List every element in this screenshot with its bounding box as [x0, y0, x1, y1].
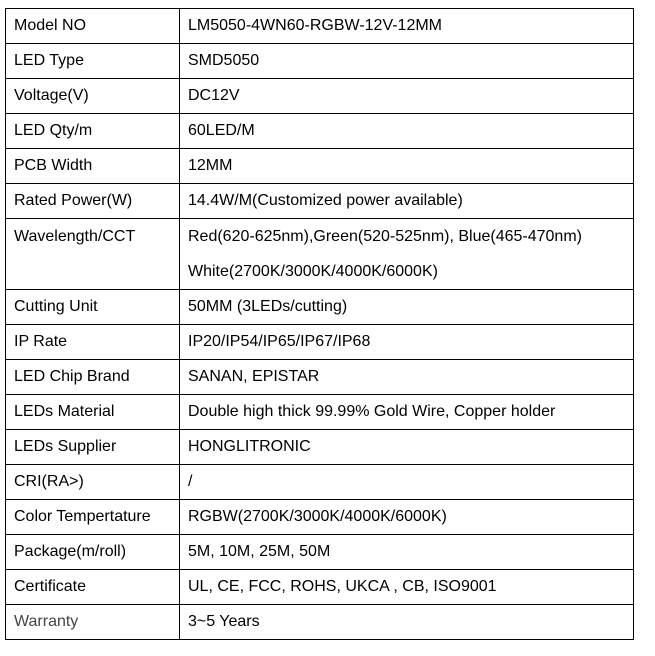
spec-value: 3~5 Years	[180, 605, 634, 640]
table-row	[6, 79, 634, 114]
spec-label: Rated Power(W)	[6, 184, 180, 219]
spec-value	[180, 219, 634, 290]
spec-label: Color Tempertature	[6, 500, 180, 535]
spec-value: 14.4W/M(Customized power available)	[180, 184, 634, 219]
table-row	[6, 570, 634, 605]
table-row	[6, 465, 634, 500]
table-row	[6, 290, 634, 325]
table-row	[6, 605, 634, 640]
table-row	[6, 500, 634, 535]
spec-label: PCB Width	[6, 149, 180, 184]
spec-value-line: White(2700K/3000K/4000K/6000K)	[188, 263, 438, 280]
table-row	[6, 9, 634, 44]
spec-value: UL, CE, FCC, ROHS, UKCA , CB, ISO9001	[180, 570, 634, 605]
spec-label: IP Rate	[6, 325, 180, 360]
table-row	[6, 114, 634, 149]
spec-label: CRI(RA>)	[6, 465, 180, 500]
spec-value: Double high thick 99.99% Gold Wire, Copper holder	[180, 395, 634, 430]
spec-label: Model NO	[6, 9, 180, 44]
spec-label: Voltage(V)	[6, 79, 180, 114]
spec-value: /	[180, 465, 634, 500]
spec-label: Cutting Unit	[6, 290, 180, 325]
table-row	[6, 395, 634, 430]
spec-value: IP20/IP54/IP65/IP67/IP68	[180, 325, 634, 360]
table-row	[6, 430, 634, 465]
spec-label-text: Wavelength/CCT	[14, 228, 136, 245]
spec-value: SMD5050	[180, 44, 634, 79]
table-row	[6, 360, 634, 395]
spec-value: SANAN, EPISTAR	[180, 360, 634, 395]
spec-table	[5, 8, 634, 640]
spec-value: LM5050-4WN60-RGBW-12V-12MM	[180, 9, 634, 44]
table-row	[6, 535, 634, 570]
spec-value: RGBW(2700K/3000K/4000K/6000K)	[180, 500, 634, 535]
spec-value: 12MM	[180, 149, 634, 184]
spec-label: LED Type	[6, 44, 180, 79]
spec-label: LEDs Supplier	[6, 430, 180, 465]
spec-value-line: Red(620-625nm),Green(520-525nm), Blue(465-470nm)	[188, 228, 582, 245]
table-row	[6, 149, 634, 184]
spec-label: Certificate	[6, 570, 180, 605]
spec-value: 60LED/M	[180, 114, 634, 149]
spec-label: Package(m/roll)	[6, 535, 180, 570]
table-row	[6, 219, 634, 290]
spec-label	[6, 219, 180, 290]
spec-label: Warranty	[6, 605, 180, 640]
spec-value: DC12V	[180, 79, 634, 114]
spec-label: LED Qty/m	[6, 114, 180, 149]
table-row	[6, 44, 634, 79]
table-row	[6, 325, 634, 360]
spec-label: LED Chip Brand	[6, 360, 180, 395]
table-row	[6, 184, 634, 219]
spec-value: 5M, 10M, 25M, 50M	[180, 535, 634, 570]
spec-table-body	[6, 9, 634, 640]
spec-value: HONGLITRONIC	[180, 430, 634, 465]
spec-label: LEDs Material	[6, 395, 180, 430]
spec-value: 50MM (3LEDs/cutting)	[180, 290, 634, 325]
